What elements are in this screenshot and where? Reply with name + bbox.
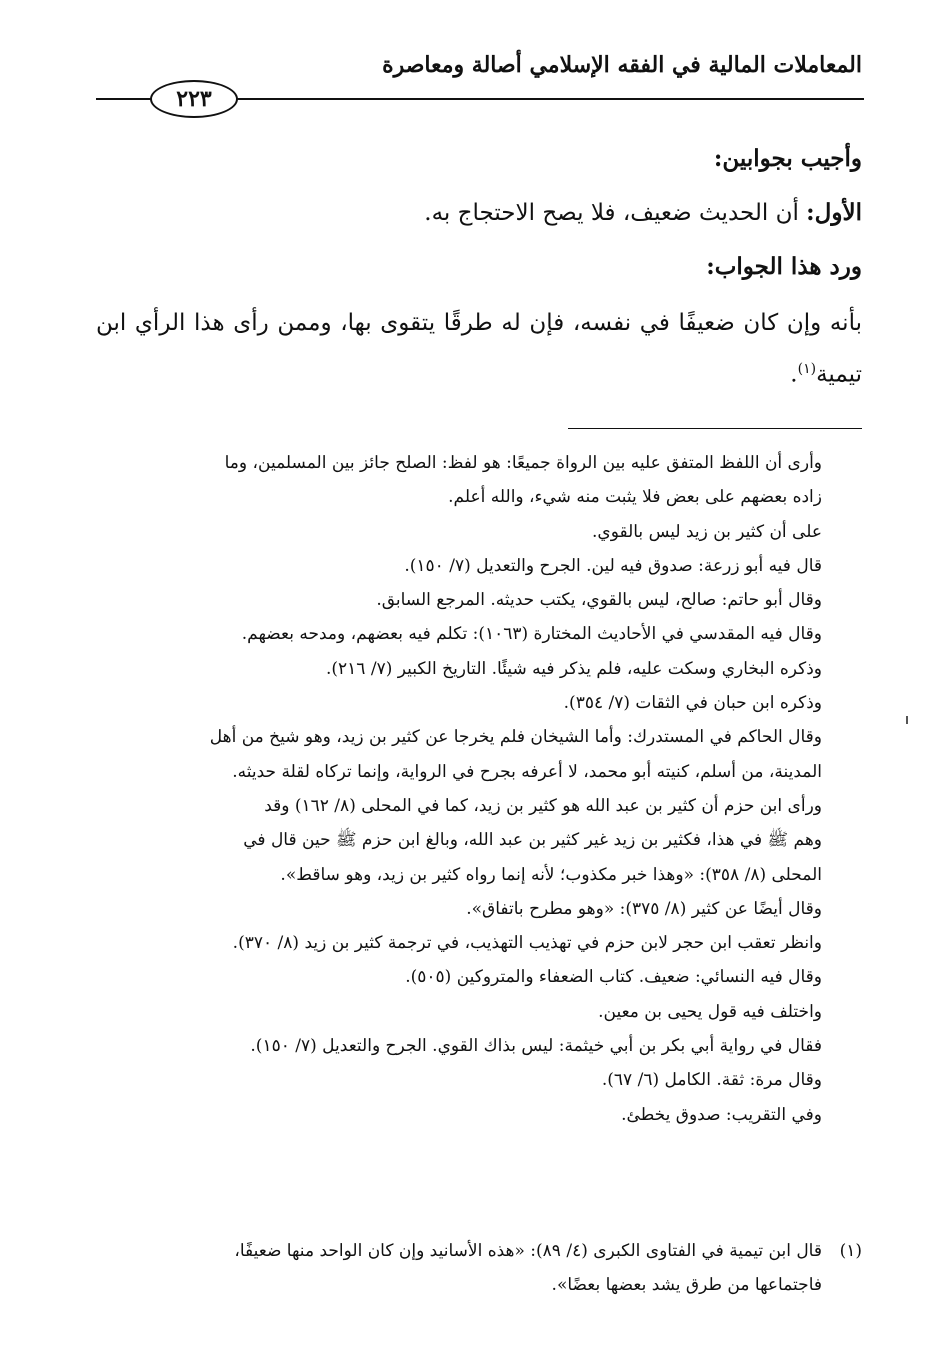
footnote-line: وانظر تعقب ابن حجر لابن حزم في تهذيب التهذيب، في ترجمة كثير بن زيد (٨/ ٣٧٠). bbox=[232, 933, 822, 954]
footnotes-continued bbox=[98, 446, 822, 1132]
footnote-line: وقال أيضًا عن كثير (٨/ ٣٧٥): «وهو مطرح باتفاق». bbox=[466, 898, 822, 919]
footnote-line: وهم ﷺ في هذا، فكثير بن زيد غير كثير بن عبد الله، وبالغ ابن حزم ﷺ حين قال في bbox=[243, 830, 822, 851]
footnote-line: وقال أبو حاتم: صالح، ليس بالقوي، يكتب حديثه. المرجع السابق. bbox=[376, 590, 822, 611]
first-answer bbox=[96, 186, 862, 240]
margin-mark bbox=[906, 716, 908, 724]
footnote-line: وذكره البخاري وسكت عليه، فلم يذكر فيه شيئًا. التاريخ الكبير (٧/ ٢١٦). bbox=[325, 658, 822, 679]
footnote-separator bbox=[568, 428, 862, 429]
first-answer-label: الأول: bbox=[806, 199, 862, 226]
footnote-line: قال فيه أبو زرعة: صدوق فيه لين. الجرح والتعديل (٧/ ١٥٠). bbox=[404, 555, 822, 576]
running-title: المعاملات المالية في الفقه الإسلامي أصالة ومعاصرة bbox=[382, 52, 862, 78]
footnote-line: المدينة، من أسلم، كنيته أبو محمد، لا أعرفه بجرح في الرواية، وإنما تركاه لقلة حديثه. bbox=[232, 761, 822, 782]
footnote-line: وقال فيه المقدسي في الأحاديث المختارة (١٠٦٣): تكلم فيه بعضهم، ومدحه بعضهم. bbox=[241, 624, 822, 645]
footnote-line: واختلف فيه قول يحيى بن معين. bbox=[598, 1001, 822, 1022]
footnote-1-marker: (١) bbox=[839, 1241, 862, 1261]
footnote-line: وقال الحاكم في المستدرك: وأما الشيخان فلم يخرجا عن كثير بن زيد، وهو شيخ من أهل bbox=[209, 727, 822, 748]
rebuttal-text: بأنه وإن كان ضعيفًا في نفسه، فإن له طرقًا يتقوى بها، وممن رأى هذا الرأي ابن تيمية bbox=[96, 310, 862, 388]
page-number: ٢٢٣ bbox=[150, 80, 238, 118]
first-answer-text: أن الحديث ضعيف، فلا يصح الاحتجاج به. bbox=[424, 200, 807, 226]
footnote-1-line: قال ابن تيمية في الفتاوى الكبرى (٤/ ٨٩): «هذه الأسانيد وإن كان الواحد منها ضعيفًا، bbox=[234, 1241, 822, 1261]
main-text bbox=[96, 132, 862, 398]
footnote-1-line: فاجتماعها من طرق يشد بعضها بعضًا». bbox=[551, 1275, 822, 1296]
footnote-line: وقال مرة: ثقة. الكامل (٦/ ٦٧). bbox=[601, 1070, 822, 1091]
footnote-line: ورأى ابن حزم أن كثير بن عبد الله هو كثير بن زيد، كما في المحلى (٨/ ١٦٢) وقد bbox=[264, 795, 822, 816]
rebuttal-end: . bbox=[790, 361, 798, 388]
footnote-1-text bbox=[98, 1234, 822, 1303]
footnote-line: زاده بعضهم على بعض فلا يثبت منه شيء، والله أعلم. bbox=[448, 487, 822, 508]
footnote-line: وقال فيه النسائي: ضعيف. كتاب الضعفاء والمتروكين (٥٠٥). bbox=[405, 967, 822, 988]
footnote-line: فقال في رواية أبي بكر بن أبي خيثمة: ليس بذاك القوي. الجرح والتعديل (٧/ ١٥٠). bbox=[250, 1036, 822, 1057]
heading-two-answers: وأجيب بجوابين: bbox=[713, 145, 862, 172]
footnote-line: المحلى (٨/ ٣٥٨): «وهذا خبر مكذوب؛ لأنه إنما رواه كثير بن زيد، وهو ساقط». bbox=[280, 864, 822, 885]
heading-rebuttal: ورد هذا الجواب: bbox=[706, 253, 862, 280]
footnote-line: وأرى أن اللفظ المتفق عليه بين الرواة جميعًا: هو لفظ: الصلح جائز بين المسلمين، وما bbox=[224, 453, 822, 473]
footnote-line: وفي التقريب: صدوق يخطئ. bbox=[621, 1104, 822, 1125]
footnote-line: وذكره ابن حبان في الثقات (٧/ ٣٥٤). bbox=[563, 693, 822, 714]
footnote-line: على أن كثير بن زيد ليس بالقوي. bbox=[591, 521, 822, 542]
footnote-ref-1: (١) bbox=[797, 361, 817, 377]
rebuttal-paragraph bbox=[96, 300, 862, 398]
